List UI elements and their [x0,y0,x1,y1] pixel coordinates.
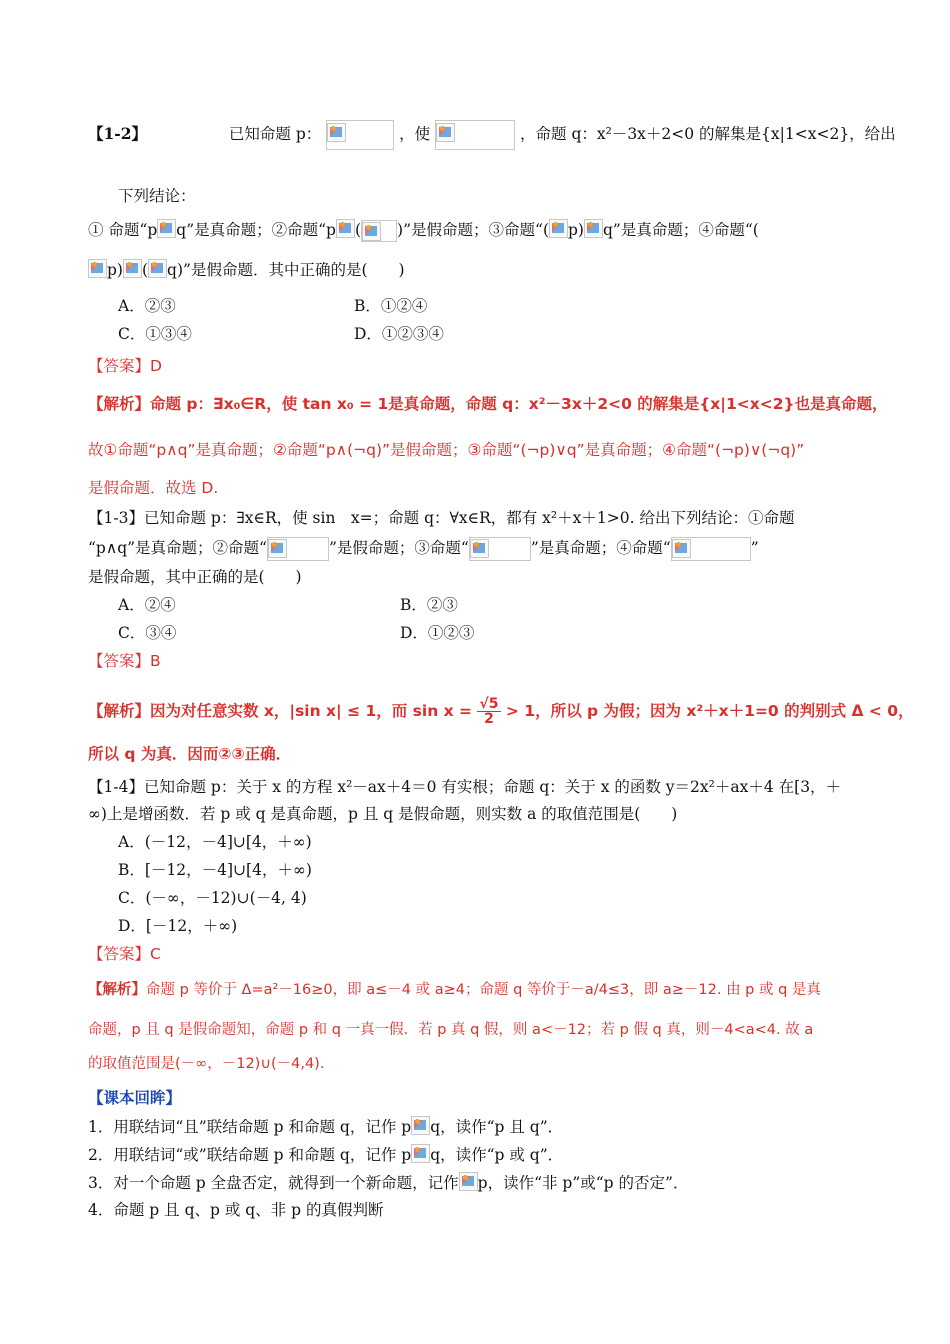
text: p) [107,261,123,279]
q13-option-a: A．②④ [118,596,176,614]
review-item-1 [88,1116,563,1137]
q14-option-b: B．[－12，－4]∪[4，＋∞) [118,861,312,879]
q12-answer [88,356,162,376]
review-item-2 [88,1144,563,1165]
broken-image-icon [459,1172,478,1191]
text: q，读作“p 且 q”． [430,1118,564,1136]
analysis-label: 【解析】 [88,982,146,998]
text: ( [354,221,362,239]
answer-value: B [150,652,161,670]
q12-mid1: ，使 [399,125,431,143]
text: 已知命题 p：∃x∈R，使 sin x=；命题 q：∀x∈R，都有 x²＋x＋1>0. 给出下列结论：①命题 [143,509,795,527]
q13-line2 [88,537,759,561]
q13-analysis-line2: 所以 q 为真．因而②③正确． [88,745,292,763]
analysis-text: 因为对任意实数 x，|sin x| ≤ 1，而 sin x = [150,702,473,720]
q12-mid2: ，命题 q：x²－3x＋2<0 的解集是{x|1<x<2}，给出 [520,125,896,143]
q12-option-d: D．①②③④ [354,325,444,343]
q14-analysis-line3: 的取值范围是(－∞，－12)∪(－4,4). [88,1056,325,1072]
broken-image-icon [268,539,287,558]
text: 已知命题 p：关于 x 的方程 x²－ax＋4＝0 有实根；命题 q：关于 x 的函数 y＝2x²＋ax＋4 在[3，＋ [143,778,842,796]
text: ( [141,261,149,279]
text: ”是假命题；③命题“ [328,539,469,557]
text: ” [750,539,759,557]
analysis-text: > 1，所以 p 为假；因为 x²＋x＋1=0 的判别式 Δ < 0， [505,702,914,720]
text: 1．用联结词“且”联结命题 p 和命题 q，记作 p [88,1118,412,1136]
analysis-text: 命题 p：∃x₀∈R，使 tan x₀ = 1是真命题，命题 q：x²－3x＋2<0 的解集是{x|1<x<2}也是真命题， [150,395,888,413]
answer-label: 【答案】 [88,357,151,375]
broken-image-icon [411,1144,430,1163]
q12-line3 [88,219,759,242]
q13-option-d: D．①②③ [400,624,475,642]
q12-line4 [88,259,405,280]
broken-image-icon [549,219,568,238]
q14-option-d: D．[－12，＋∞) [118,917,238,935]
analysis-label: 【解析】 [88,702,151,720]
q14-line1 [88,777,841,797]
q12-option-b: B．①②④ [354,297,428,315]
q13-line3: 是假命题，其中正确的是( ) [88,568,302,586]
q13-line1 [88,508,794,528]
q12-analysis-line1 [88,394,888,414]
q14-tag: 【1-4】 [88,778,144,796]
formula-image-placeholder [267,537,329,561]
text: q”是真命题；②命题“p [176,221,336,239]
broken-image-icon [157,219,176,238]
review-item-3 [88,1172,688,1193]
q13-option-c: C．③④ [118,624,177,642]
q13-analysis-line1 [88,694,914,728]
formula-image-placeholder [469,537,531,561]
broken-image-icon [672,539,691,558]
answer-label: 【答案】 [88,945,151,963]
fraction-denominator: 2 [484,711,494,727]
broken-image-icon [436,123,455,142]
q14-line2: ∞)上是增函数．若 p 或 q 是真命题，p 且 q 是假命题，则实数 a 的取值范围是( ) [88,805,678,823]
broken-image-icon [411,1116,430,1135]
analysis-text: 命题 p 等价于 Δ=a²－16≥0，即 a≤－4 或 a≥4；命题 q 等价于－a/4≤3，即 a≥－12. 由 p 或 q 是真 [146,982,821,998]
q12-line1 [88,120,896,150]
sqrt5-over-2-fraction [477,697,500,726]
q12-analysis-line2: 故①命题“p∧q”是真命题；②命题“p∧(¬q)”是假命题；③命题“(¬p)∨q”是真命题；④命题“(¬p)∨(¬q)” [88,441,805,459]
q14-option-c: C．(－∞，－12)∪(－4, 4) [118,889,307,907]
broken-image-icon [470,539,489,558]
q12-intro: 已知命题 p： [228,125,322,143]
answer-value: D [150,357,162,375]
broken-image-icon [336,219,355,238]
text: q”是真命题；④命题“( [602,221,759,239]
q12-option-a: A．②③ [118,297,176,315]
q14-analysis-line1 [88,980,821,1000]
text: 3．对一个命题 p 全盘否定，就得到一个新命题，记作 [88,1174,459,1192]
analysis-label: 【解析】 [88,395,151,413]
broken-image-icon [88,259,107,278]
formula-image-placeholder [361,220,397,242]
answer-value: C [150,945,161,963]
text: p) [568,221,584,239]
q12-line2: 下列结论： [118,187,196,205]
q14-analysis-line2: 命题，p 且 q 是假命题知，命题 p 和 q 一真一假．若 p 真 q 假，则 a<－12；若 p 假 q 真，则－4<a<4. 故 a [88,1022,814,1038]
review-item-4: 4．命题 p 且 q、p 或 q、非 p 的真假判断 [88,1201,384,1219]
broken-image-icon [327,123,346,142]
q14-option-a: A．(－12，－4]∪[4，＋∞) [118,833,312,851]
broken-image-icon [148,259,167,278]
q14-answer [88,944,161,964]
text: “p∧q”是真命题；②命题“ [88,539,267,557]
q12-option-c: C．①③④ [118,325,192,343]
q12-tag: 【1-2】 [88,124,148,143]
formula-image-placeholder [671,537,751,561]
q13-option-b: B．②③ [400,596,458,614]
review-title: 【课本回眸】 [88,1089,182,1107]
text: )”是假命题；③命题“( [397,221,549,239]
fraction-numerator: √5 [479,696,499,712]
q13-tag: 【1-3】 [88,509,144,527]
answer-label: 【答案】 [88,652,151,670]
broken-image-icon [584,219,603,238]
broken-image-icon [123,259,142,278]
text: p，读作“非 p”或“p 的否定”． [477,1174,689,1192]
text: ”是真命题；④命题“ [530,539,671,557]
q13-answer [88,651,161,671]
text: 2．用联结词“或”联结命题 p 和命题 q，记作 p [88,1146,412,1164]
text: ① 命题“p [88,221,158,239]
broken-image-icon [362,222,381,241]
text: q)”是假命题．其中正确的是( ) [167,261,405,279]
formula-image-placeholder [435,120,515,150]
text: q，读作“p 或 q”． [430,1146,564,1164]
q12-analysis-line3: 是假命题．故选 D. [88,479,219,497]
formula-image-placeholder [326,120,394,150]
